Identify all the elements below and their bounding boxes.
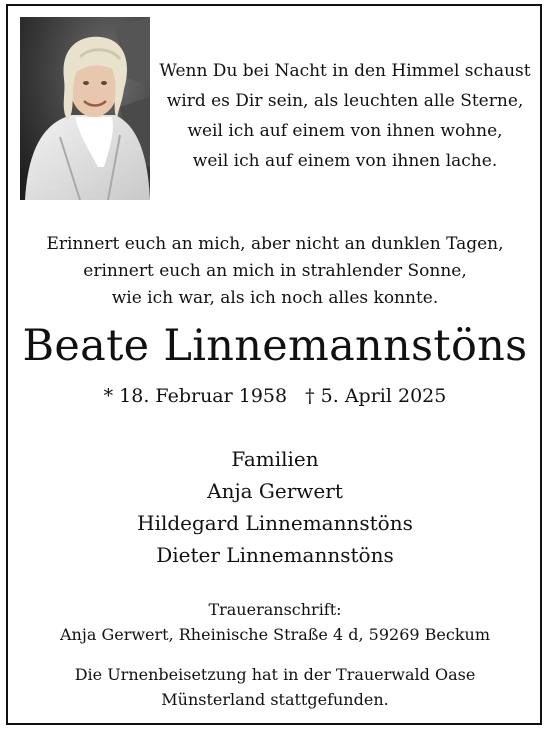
mourning-address — [0, 597, 550, 647]
portrait-photo — [20, 17, 150, 200]
mourner-line: Familien — [231, 447, 319, 471]
poem-top-line: weil ich auf einem von ihnen lache. — [192, 151, 498, 171]
mourners-list — [0, 443, 550, 571]
deceased-name: Beate Linnemannstöns — [22, 321, 528, 371]
poem-middle-line: erinnert euch an mich in strahlender Sonne, — [83, 261, 467, 281]
poem-top-line: wird es Dir sein, als leuchten alle Sterne, — [166, 91, 524, 111]
notice-line: Münsterland stattgefunden. — [161, 690, 389, 709]
portrait-photo-icon — [20, 17, 150, 200]
mourner-line: Dieter Linnemannstöns — [156, 543, 394, 567]
life-dates — [0, 382, 550, 410]
poem-middle — [0, 231, 550, 312]
notice-line: Die Urnenbeisetzung hat in der Trauerwald Oase — [74, 665, 476, 684]
poem-top-line: weil ich auf einem von ihnen wohne, — [187, 121, 503, 141]
address-label: Traueranschrift: — [208, 600, 342, 619]
poem-middle-line: wie ich war, als ich noch alles konnte. — [111, 288, 439, 308]
poem-top-line: Wenn Du bei Nacht in den Himmel schaust — [159, 61, 531, 81]
burial-notice — [0, 662, 550, 712]
address-value: Anja Gerwert, Rheinische Straße 4 d, 59269 Beckum — [60, 625, 490, 644]
poem-middle-line: Erinnert euch an mich, aber nicht an dunklen Tagen, — [46, 234, 504, 254]
mourner-line: Hildegard Linnemannstöns — [137, 511, 413, 535]
death-date: † 5. April 2025 — [305, 385, 447, 407]
poem-top — [150, 56, 540, 176]
birth-date: * 18. Februar 1958 — [103, 385, 288, 407]
mourner-line: Anja Gerwert — [207, 479, 343, 503]
